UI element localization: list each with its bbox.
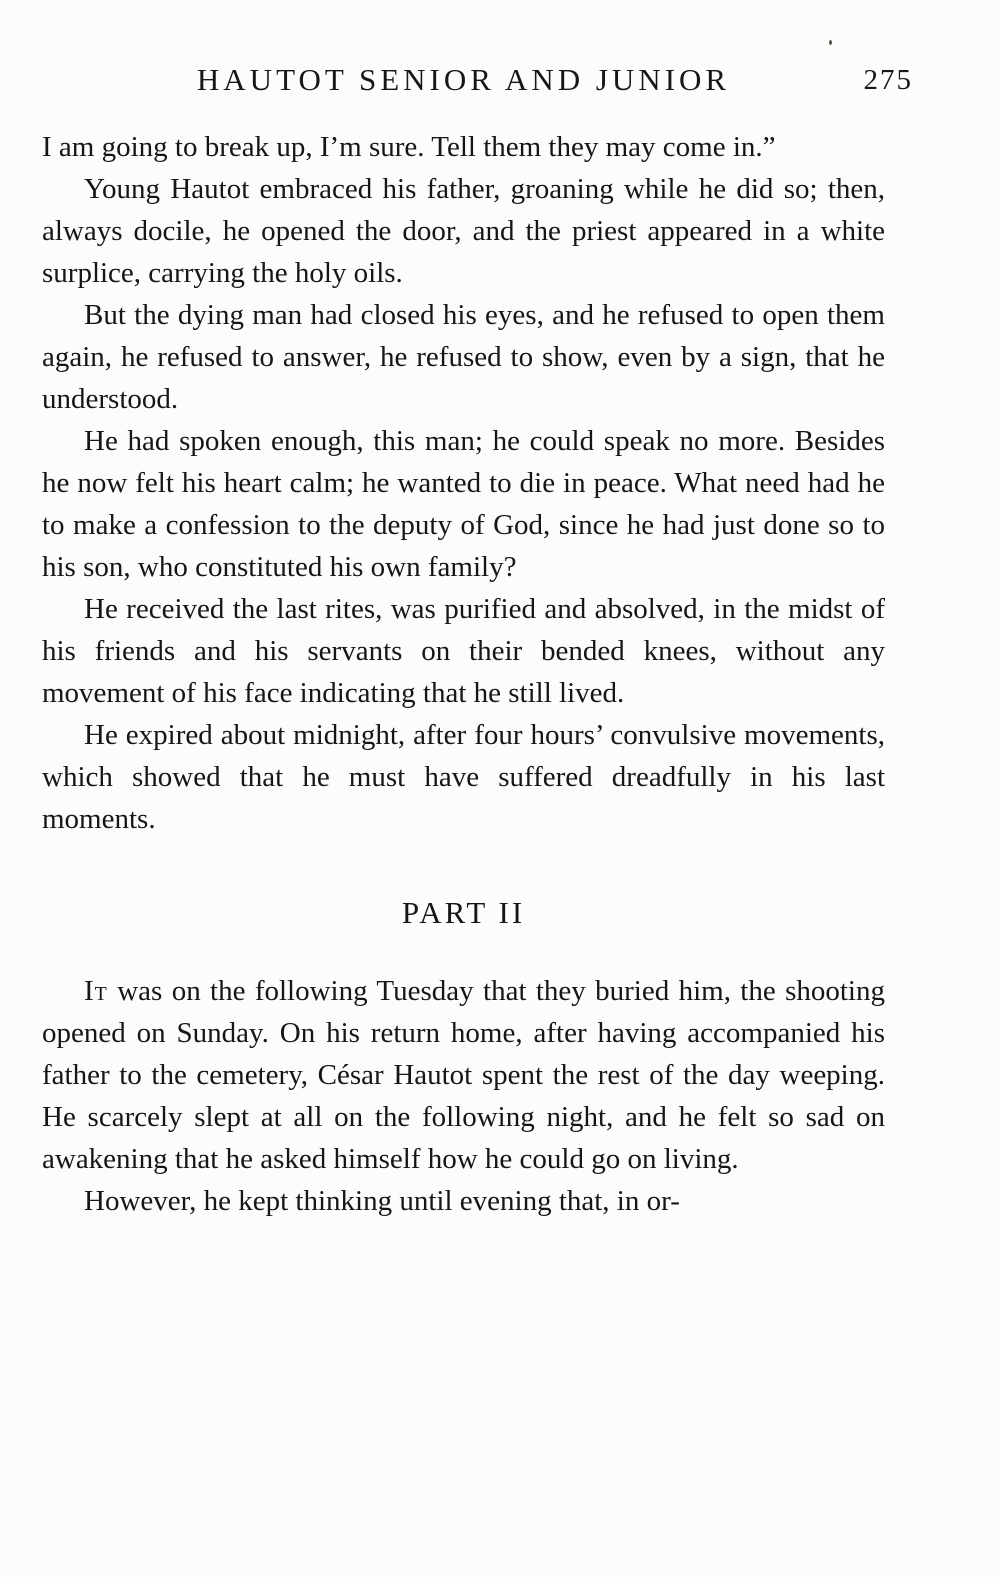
paragraph: Young Hautot embraced his father, groaning while he did so; then, always docile, he opened the door, and the priest appeared in a white surplice, carrying the holy oils. <box>42 173 885 289</box>
smallcaps-lead: It <box>84 975 108 1007</box>
section-heading: PART II <box>401 895 526 930</box>
text-block <box>42 126 885 1222</box>
paragraph: I am going to break up, I’m sure. Tell them they may come in.” <box>42 131 776 163</box>
running-header <box>42 62 913 98</box>
paragraph: He received the last rites, was purified and absolved, in the midst of his friends and his servants on their bended knees, without any movement of his face indicating that he still lived. <box>42 593 885 709</box>
paragraph: However, he kept thinking until evening that, in or- <box>84 1185 680 1217</box>
paragraph: But the dying man had closed his eyes, and he refused to open them again, he refused to answer, he refused to show, even by a sign, that he understood. <box>42 299 885 415</box>
paragraph: He had spoken enough, this man; he could speak no more. Besides he now felt his heart calm; he wanted to die in peace. What need had he to make a confession to the deputy of God, since he had just done so to his son, who constituted his own family? <box>42 425 885 583</box>
page-title: HAUTOT SENIOR AND JUNIOR <box>196 62 731 97</box>
paragraph: He expired about midnight, after four hours’ convulsive movements, which showed that he must have suffered dreadfully in his last moments. <box>42 719 885 835</box>
page-number: 275 <box>863 64 913 96</box>
scan-artifact <box>829 40 832 45</box>
paragraph: It was on the following Tuesday that they buried him, the shooting opened on Sunday. On his return home, after having accompanied his father to the cemetery, César Hautot spent the rest of the day weeping. He scarcely slept at all on the following night, and he felt so sad on awakening that he asked himself how he could go on living. <box>42 975 885 1175</box>
